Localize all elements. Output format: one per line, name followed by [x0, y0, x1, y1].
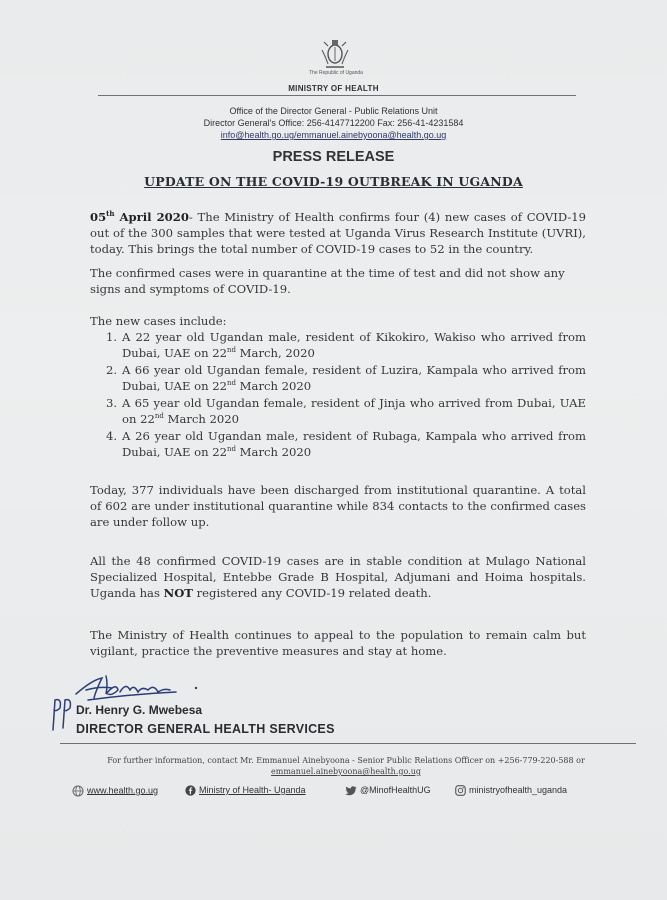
instagram-text: ministryofhealth_uganda	[469, 785, 568, 795]
date-rest: April 2020	[114, 210, 189, 224]
date-day: 05	[90, 210, 107, 224]
case-date-tail: March 2020	[236, 379, 312, 393]
case-text: A 26 year old Ugandan male, resident of Rubaga, Kampala who arrived from Dubai, UAE on 22	[122, 429, 586, 459]
condition-text-end: registered any COVID-19 related death.	[192, 586, 432, 600]
case-date-suffix: nd	[154, 412, 164, 421]
condition-emphasis: NOT	[163, 586, 193, 600]
footer-email	[86, 767, 606, 777]
case-date-suffix: nd	[227, 445, 236, 454]
case-date-tail: March, 2020	[236, 346, 315, 360]
instagram-icon	[455, 785, 466, 796]
website-link[interactable]	[72, 785, 158, 799]
header-divider	[98, 95, 576, 96]
document-title: PRESS RELEASE	[272, 149, 395, 165]
case-number: 4.	[106, 429, 118, 443]
office-line: Office of the Director General - Public Relations Unit	[229, 106, 438, 116]
discharged-paragraph: Today, 377 individuals have been discharged from institutional quarantine. A total of 602 are under institutional quarantine while 834 contacts to the confirmed cases are under follow up.	[90, 483, 586, 529]
intro-text: - The Ministry of Health confirms four (4) new cases of COVID-19 out of the 300 samples that were tested at Uganda Virus Research Institute (UVRI), today. This brings the total number of COVID-19 cases to 52 in the country.	[90, 210, 586, 256]
twitter-bird-icon	[345, 786, 357, 796]
footer-divider	[60, 743, 636, 744]
footer-email-link[interactable]: emmanuel.ainebyoona@health.go.ug	[271, 767, 421, 776]
case-text: A 65 year old Ugandan female, resident of Jinja who arrived from Dubai, UAE on 22	[122, 396, 586, 426]
signatory-name: Dr. Henry G. Mwebesa	[76, 703, 203, 717]
condition-paragraph	[90, 553, 586, 601]
republic-label: The Republic of Uganda	[309, 70, 363, 76]
twitter-link[interactable]	[345, 785, 431, 799]
case-date-tail: March 2020	[163, 412, 240, 426]
facebook-link[interactable]	[185, 785, 306, 799]
signatory-title: DIRECTOR GENERAL HEALTH SERVICES	[76, 722, 335, 736]
case-date-suffix: nd	[227, 379, 236, 388]
footer-contact: For further information, contact Mr. Emmanuel Ainebyoona - Senior Public Relations Officer on +256-779-220-588 or	[107, 756, 585, 765]
cases-header: The new cases include:	[90, 314, 227, 328]
website-text: www.health.go.ug	[87, 785, 159, 796]
pp-handwritten-mark	[50, 694, 74, 734]
globe-icon	[72, 785, 84, 797]
document-subtitle: UPDATE ON THE COVID-19 OUTBREAK IN UGANDA	[144, 174, 523, 189]
facebook-icon	[185, 785, 196, 796]
case-text: A 66 year old Ugandan female, resident of Luzira, Kampala who arrived from Dubai, UAE on 22	[122, 363, 586, 393]
twitter-text: @MinofHealthUG	[360, 785, 431, 795]
office-email-link[interactable]: info@health.go.ug/emmanuel.ainebyoona@health.go.ug	[220, 130, 447, 140]
quarantine-paragraph: The confirmed cases were in quarantine at the time of test and did not show any signs and symptoms of COVID-19.	[90, 266, 565, 296]
ministry-name: MINISTRY OF HEALTH	[288, 84, 379, 93]
case-text: A 22 year old Ugandan male, resident of Kikokiro, Wakiso who arrived from Dubai, UAE on 22	[122, 330, 586, 360]
date-suffix: th	[106, 209, 115, 219]
condition-text: All the 48 confirmed COVID-19 cases are in stable condition at Mulago National Specialized Hospital, Entebbe Grade B Hospital, Adjumani and Hoima hospitals. Uganda has	[90, 554, 586, 600]
facebook-text: Ministry of Health- Uganda	[199, 785, 306, 795]
appeal-paragraph: The Ministry of Health continues to appeal to the population to remain calm but vigilant, practice the preventive measures and stay at home.	[90, 628, 586, 658]
case-date-suffix: nd	[227, 346, 236, 355]
case-number: 3.	[106, 396, 118, 410]
case-date-tail: March 2020	[236, 445, 312, 459]
office-phone-line: Director General's Office: 256-4147712200 Fax: 256-41-4231584	[203, 118, 464, 128]
instagram-link[interactable]	[455, 785, 567, 799]
coat-of-arms-icon	[318, 38, 352, 72]
case-number: 1.	[106, 330, 118, 344]
intro-paragraph	[90, 209, 586, 257]
case-number: 2.	[106, 363, 118, 377]
